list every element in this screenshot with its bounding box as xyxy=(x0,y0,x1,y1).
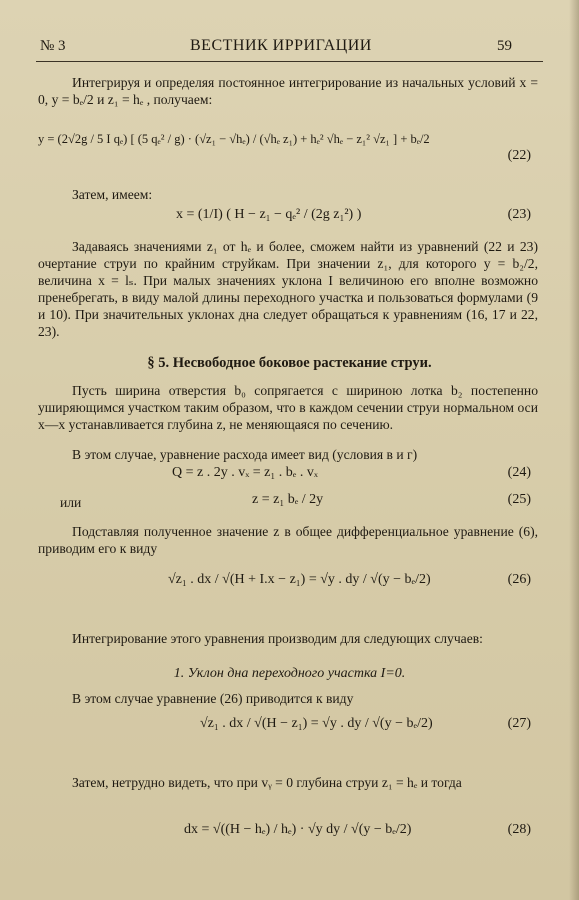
equation-25: z = z₁ bₑ / 2y xyxy=(252,492,324,507)
equation-23: x = (1/I) ( H − z₁ − qₑ² / (2g z₁²) ) xyxy=(176,207,362,222)
paragraph-text: Задаваясь значениями z₁ от hₑ и более, сможем найти из уравнений (22 и 23) очертание струи по крайним струйкам. При значении z₁, для которого y = b₂/2, величина x = lₛ. При малых значениях уклона I величиною его вполне возможно пренебрегать, в виду малой длины переходного участка и пользоваться формулами (9 и 10). При значительных уклонах дна следует обращаться к уравнениям (16, 17 и 22, 23). xyxy=(38,239,538,339)
paragraph-shape-of-jet xyxy=(38,238,538,340)
equation-28-number: (28) xyxy=(507,822,531,837)
page-number: 59 xyxy=(497,38,512,54)
equation-22: y = (2√2g / 5 I qₑ) [ (5 qₑ² / g) · (√z₁ − √hₑ) / (√hₑ z₁) + hₑ² √hₑ − z₁² √z₁ ] + bₑ/2 xyxy=(38,132,430,146)
equation-23-number: (23) xyxy=(507,207,531,222)
header-rule xyxy=(36,61,543,62)
paragraph-text: Пусть ширина отверстия b₀ сопрягается с шириною лотка b₂ постепенно уширяющимся участком таким образом, что в каждом сечении струи нормальном оси x—x устанавливается глубина z, не меняющаяся по сечению. xyxy=(38,383,538,432)
paragraph-integration-cases xyxy=(38,630,538,647)
page-edge-shadow xyxy=(569,0,579,900)
equation-24: Q = z . 2y . vₓ = z₁ . bₑ . vₓ xyxy=(172,465,318,480)
paragraph-text: В этом случае, уравнение расхода имеет вид (условия в и г) xyxy=(72,447,418,462)
section-5-heading: § 5. Несвободное боковое растекание струи. xyxy=(147,355,432,371)
paragraph-text: Затем, нетрудно видеть, что при vᵧ = 0 глубина струи z₁ = hₑ и тогда xyxy=(72,775,462,790)
paragraph-text: Затем, имеем: xyxy=(72,187,153,202)
paragraph-text: Интегрирование этого уравнения производим для следующих случаев: xyxy=(72,631,483,646)
paragraph-substitution xyxy=(38,523,538,557)
equation-24-number: (24) xyxy=(507,465,531,480)
paragraph-opening-width xyxy=(38,382,538,433)
paragraph-reduces-to xyxy=(38,690,538,707)
equation-25-number: (25) xyxy=(507,492,531,507)
word-or: или xyxy=(60,495,82,510)
equation-27: √z₁ . dx / √(H − z₁) = √y . dy / √(y − bₑ/2) xyxy=(200,716,433,731)
equation-28: dx = √((H − hₑ) / hₑ) · √y dy / √(y − bₑ/2) xyxy=(184,822,412,837)
paragraph-discharge-equation xyxy=(38,446,538,463)
equation-22-number: (22) xyxy=(507,148,531,163)
equation-26-number: (26) xyxy=(507,572,531,587)
paragraph-integration-intro xyxy=(38,74,538,108)
paragraph-then-we-have xyxy=(38,186,538,203)
subsection-1-heading: 1. Уклон дна переходного участка I=0. xyxy=(173,666,406,681)
paragraph-text: Подставляя полученное значение z в общее дифференциальное уравнение (6), приводим его к виду xyxy=(38,524,538,556)
equation-26: √z₁ . dx / √(H + I.x − z₁) = √y . dy / √(y − bₑ/2) xyxy=(168,572,431,587)
paragraph-text: В этом случае уравнение (26) приводится к виду xyxy=(72,691,354,706)
paragraph-jet-depth xyxy=(38,774,538,791)
paragraph-text: Интегрируя и определяя постоянное интегрирование из начальных условий x = 0, y = bₑ/2 и z₁ = hₑ , получаем: xyxy=(38,75,538,107)
issue-number: № 3 xyxy=(40,38,66,54)
equation-27-number: (27) xyxy=(507,716,531,731)
journal-title: ВЕСТНИК ИРРИГАЦИИ xyxy=(190,37,372,54)
